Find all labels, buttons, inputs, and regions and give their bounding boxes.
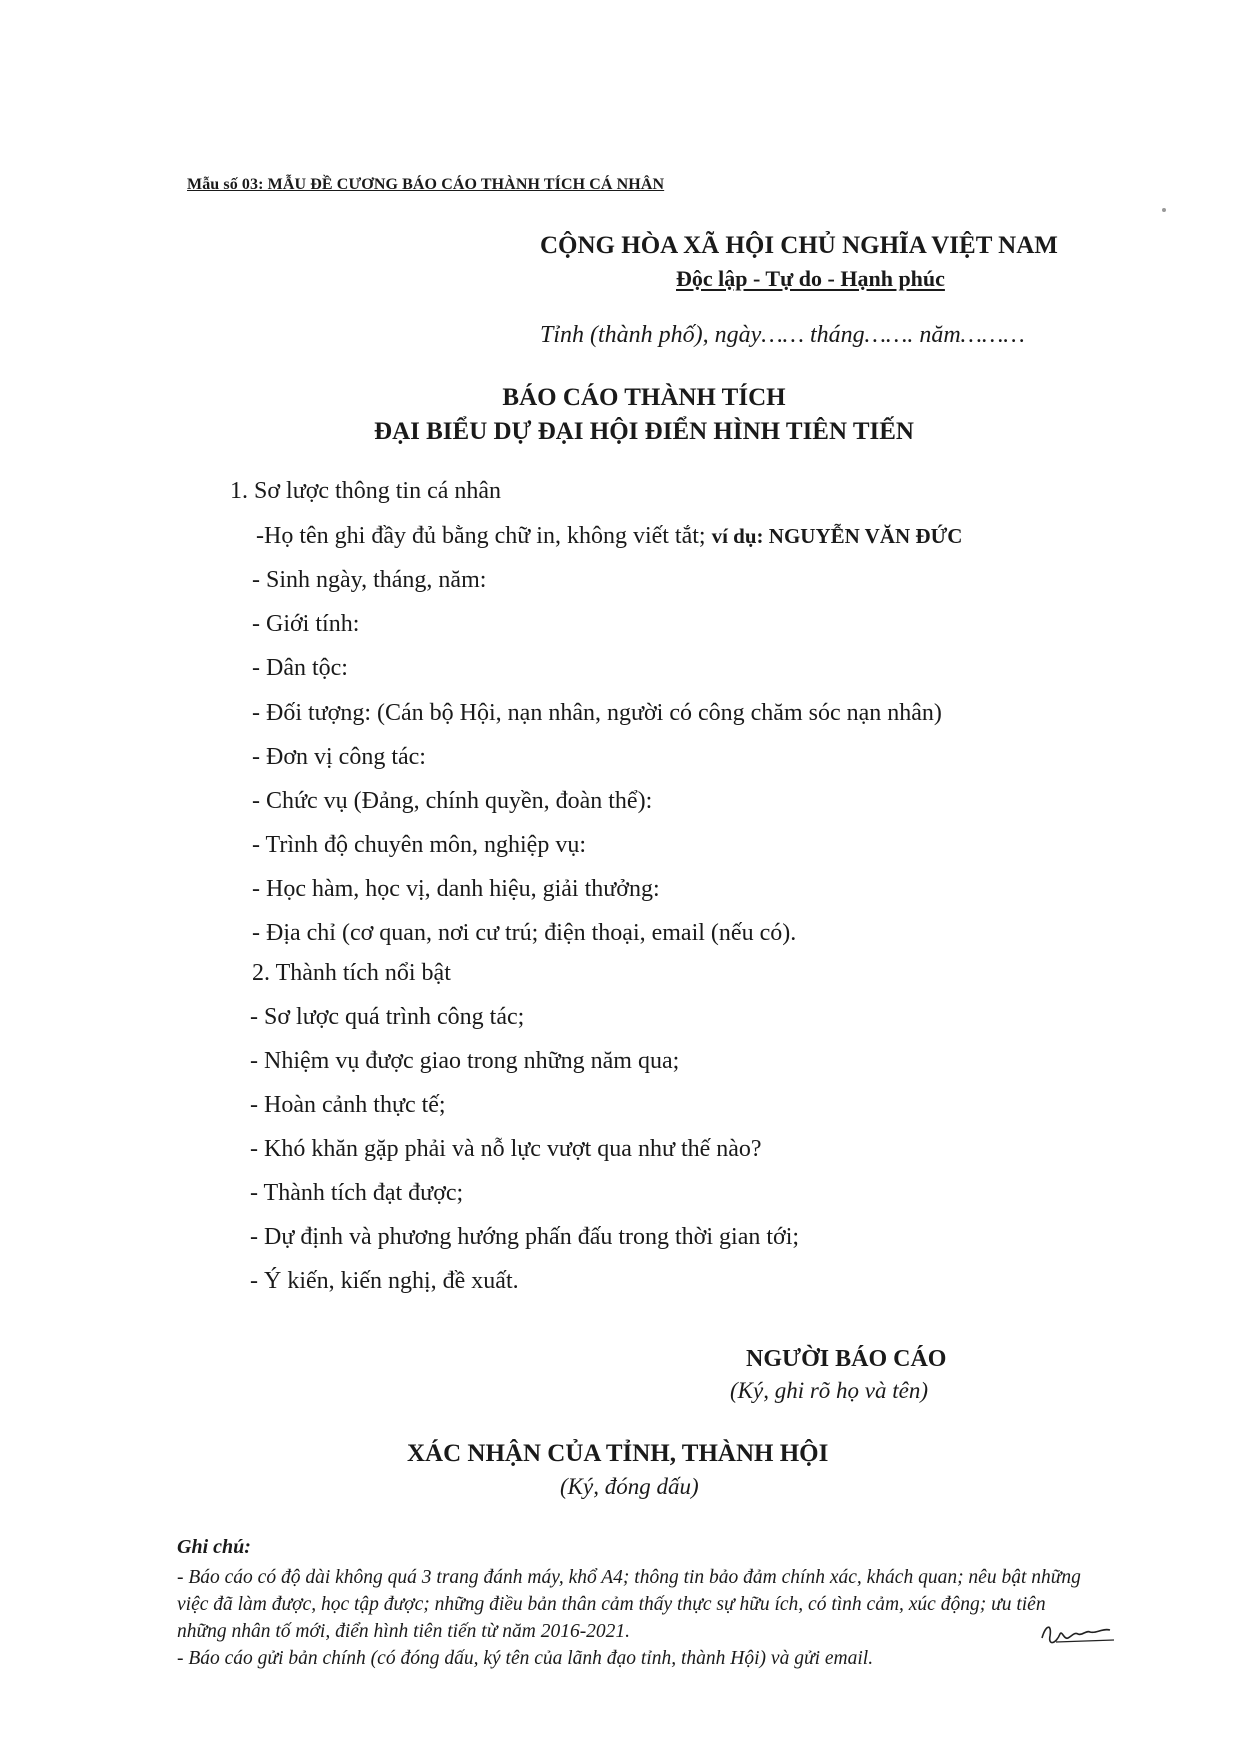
name-instruction-text: -Họ tên ghi đầy đủ bằng chữ in, không viết tắt; [256,523,712,549]
list-item: - Chức vụ (Đảng, chính quyền, đoàn thể): [252,788,653,814]
list-item: - Đơn vị công tác: [252,744,426,770]
reporter-signature-title: NGƯỜI BÁO CÁO [746,1346,947,1372]
handwritten-initials-mark [1036,1616,1116,1652]
list-item: - Dự định và phương hướng phấn đấu trong thời gian tới; [250,1224,800,1250]
reporter-signature-hint: (Ký, ghi rõ họ và tên) [730,1378,929,1403]
report-title: BÁO CÁO THÀNH TÍCH [502,384,786,411]
notes-body [177,1564,1097,1672]
list-item: - Giới tính: [252,611,360,637]
note-paragraph: - Báo cáo gửi bản chính (có đóng dấu, ký tên của lãnh đạo tỉnh, thành Hội) và gửi email. [177,1648,874,1669]
national-title: CỘNG HÒA XÃ HỘI CHỦ NGHĨA VIỆT NAM [540,232,1058,259]
list-item: - Đối tượng: (Cán bộ Hội, nạn nhân, người có công chăm sóc nạn nhân) [252,700,942,726]
list-item: - Khó khăn gặp phải và nỗ lực vượt qua như thế nào? [250,1136,762,1162]
list-item: - Trình độ chuyên môn, nghiệp vụ: [252,832,586,858]
confirmation-title: XÁC NHẬN CỦA TỈNH, THÀNH HỘI [407,1440,829,1467]
national-motto: Độc lập - Tự do - Hạnh phúc [676,266,945,291]
list-item: - Học hàm, học vị, danh hiệu, giải thưởng: [252,876,660,902]
list-item: - Sơ lược quá trình công tác; [250,1004,525,1030]
section-2-heading: 2. Thành tích nổi bật [252,960,451,986]
list-item: - Hoàn cảnh thực tế; [250,1092,446,1118]
note-paragraph: - Báo cáo có độ dài không quá 3 trang đánh máy, khổ A4; thông tin bảo đảm chính xác, khách quan; nêu bật những việc đã làm được, học tập được; những điều bản thân cảm thấy thực sự hữu ích, có tình cảm, xúc động; ưu tiên những nhân tố mới, điển hình tiên tiến từ năm 2016-2021. [177,1567,1081,1642]
section-1-heading: 1. Sơ lược thông tin cá nhân [230,478,502,504]
notes-heading: Ghi chú: [177,1536,251,1558]
list-item: - Dân tộc: [252,655,348,681]
form-number-label: Mẫu số 03: MẪU ĐỀ CƯƠNG BÁO CÁO THÀNH TÍCH CÁ NHÂN [187,176,665,193]
scan-speck [1162,208,1166,212]
list-item: - Sinh ngày, tháng, năm: [252,567,487,593]
list-item: - Thành tích đạt được; [250,1180,464,1206]
report-subtitle: ĐẠI BIỂU DỰ ĐẠI HỘI ĐIỂN HÌNH TIÊN TIẾN [374,418,914,445]
list-item: - Nhiệm vụ được giao trong những năm qua; [250,1048,680,1074]
name-instruction [256,523,962,550]
place-date-line: Tỉnh (thành phố), ngày…… tháng……. năm……… [540,322,1025,348]
list-item: - Địa chỉ (cơ quan, nơi cư trú; điện thoại, email (nếu có). [252,920,797,946]
list-item: - Ý kiến, kiến nghị, đề xuất. [250,1268,519,1294]
name-example: ví dụ: NGUYỄN VĂN ĐỨC [711,524,963,548]
confirmation-hint: (Ký, đóng dấu) [560,1474,699,1499]
